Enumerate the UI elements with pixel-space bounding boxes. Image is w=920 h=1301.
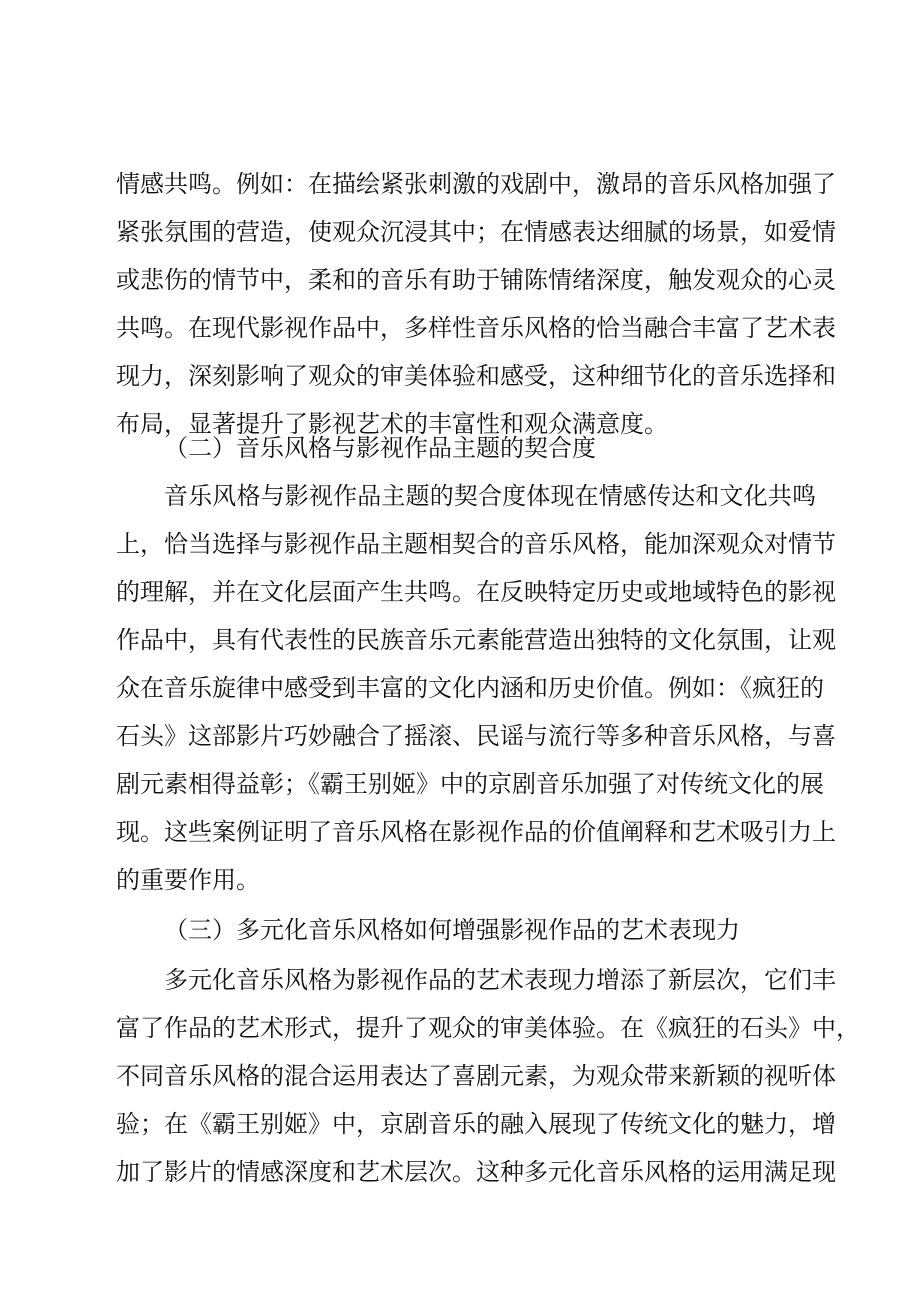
section-heading: （二）音乐风格与影视作品主题的契合度: [164, 434, 596, 462]
body-text-line: 情感共鸣。例如：在描绘紧张刺激的戏剧中，激昂的音乐风格加强了: [116, 170, 836, 198]
body-text-line: 石头》这部影片巧妙融合了摇滚、民谣与流行等多种音乐风格，与喜: [116, 722, 836, 750]
body-text-line: 加了影片的情感深度和艺术层次。这种多元化音乐风格的运用满足现: [116, 1158, 836, 1186]
body-text-line: 音乐风格与影视作品主题的契合度体现在情感传达和文化共鸣: [164, 482, 816, 510]
body-text-line: 的理解，并在文化层面产生共鸣。在反映特定历史或地域特色的影视: [116, 578, 836, 606]
body-text-line: 多元化音乐风格为影视作品的艺术表现力增添了新层次，它们丰: [164, 966, 836, 994]
body-text-line: 富了作品的艺术形式，提升了观众的审美体验。在《疯狂的石头》中，: [116, 1014, 860, 1042]
body-text-line: 上，恰当选择与影视作品主题相契合的音乐风格，能加深观众对情节: [116, 530, 836, 558]
body-text-line: 的重要作用。: [116, 866, 260, 894]
body-text-line: 作品中，具有代表性的民族音乐元素能营造出独特的文化氛围，让观: [116, 626, 836, 654]
body-text-line: 或悲伤的情节中，柔和的音乐有助于铺陈情绪深度，触发观众的心灵: [116, 266, 836, 294]
body-text-line: 众在音乐旋律中感受到丰富的文化内涵和历史价值。例如：《疯狂的: [116, 674, 824, 702]
section-heading: （三）多元化音乐风格如何增强影视作品的艺术表现力: [164, 916, 740, 944]
body-text-line: 不同音乐风格的混合运用表达了喜剧元素，为观众带来新颖的视听体: [116, 1062, 836, 1090]
body-text-line: 现。这些案例证明了音乐风格在影视作品的价值阐释和艺术吸引力上: [116, 818, 836, 846]
body-text-line: 共鸣。在现代影视作品中，多样性音乐风格的恰当融合丰富了艺术表: [116, 314, 836, 342]
body-text-line: 紧张氛围的营造，使观众沉浸其中；在情感表达细腻的场景，如爱情: [116, 218, 836, 246]
body-text-line: 布局，显著提升了影视艺术的丰富性和观众满意度。: [116, 410, 668, 438]
body-text-line: 现力，深刻影响了观众的审美体验和感受，这种细节化的音乐选择和: [116, 362, 836, 390]
body-text-line: 剧元素相得益彰；《霸王别姬》中的京剧音乐加强了对传统文化的展: [116, 770, 824, 798]
body-text-line: 验；在《霸王别姬》中，京剧音乐的融入展现了传统文化的魅力，增: [116, 1110, 836, 1138]
